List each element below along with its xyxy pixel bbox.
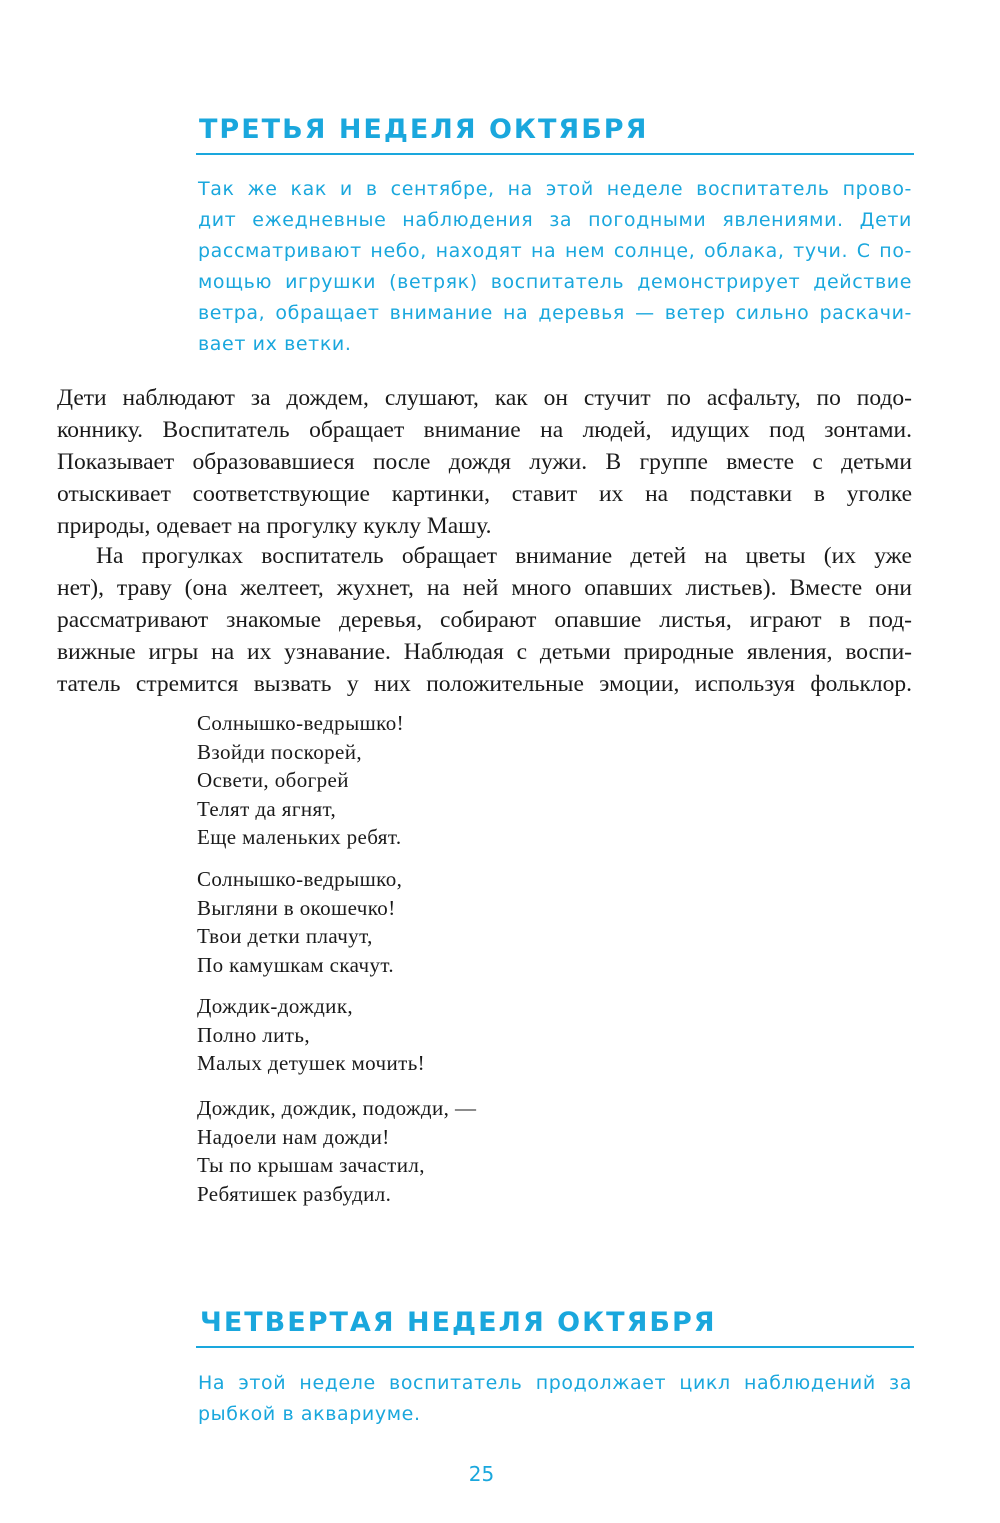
- section-heading-fourth-week: ЧЕТВЕРТАЯ НЕДЕЛЯ ОКТЯБРЯ: [200, 1307, 717, 1338]
- poem-line: Выгляни в окошечко!: [197, 895, 396, 920]
- poem-line: Надоели нам дожди!: [197, 1124, 390, 1149]
- heading-rule: [196, 153, 914, 155]
- intro-line: дит ежедневные наблюдения за погодными явлениями. Дети: [198, 209, 912, 231]
- poem-line: Взойди поскорей,: [197, 739, 363, 764]
- paragraph-line: Дети наблюдают за дождем, слушают, как он стучит по асфальту, по подо-: [57, 385, 912, 411]
- poem-line: Малых детушек мочить!: [197, 1051, 426, 1075]
- section-intro-fourth-week: [198, 1368, 912, 1430]
- section-intro-third-week: [198, 174, 912, 360]
- poem-line: По камушкам скачут.: [197, 952, 395, 977]
- intro-line: мощью игрушки (ветряк) воспитатель демонстрирует действие: [198, 271, 912, 293]
- intro-line: На этой неделе воспитатель продолжает цикл наблюдений за: [198, 1372, 912, 1394]
- paragraph-line: татель стремится вызвать у них положительные эмоции, используя фольклор.: [57, 671, 912, 697]
- body-paragraph-1: [57, 382, 912, 542]
- poem-line: Дождик-дождик,: [197, 994, 354, 1018]
- paragraph-line: вижные игры на их узнавание. Наблюдая с детьми природные явления, воспи-: [57, 639, 912, 665]
- poem-line: Солнышко-ведрышко,: [197, 867, 403, 891]
- page-number: 25: [468, 1462, 495, 1486]
- poem-stanza-2: [197, 865, 402, 979]
- paragraph-line: природы, одевает на прогулку куклу Машу.: [57, 513, 492, 539]
- poem-line: Ребятишек разбудил.: [197, 1181, 392, 1206]
- poem-line: Освети, обогрей: [197, 768, 349, 792]
- intro-line: рассматривают небо, находят на нем солнце, облака, тучи. С по-: [198, 240, 912, 262]
- paragraph-line: коннику. Воспитатель обращает внимание на людей, идущих под зонтами.: [57, 417, 912, 443]
- paragraph-line: отыскивает соответствующие картинки, ставит их на подставки в уголке: [57, 481, 912, 507]
- poem-stanza-4: [197, 1094, 476, 1208]
- heading-rule: [196, 1346, 914, 1348]
- paragraph-line: рассматривают знакомые деревья, собирают опавшие листья, играют в под-: [57, 607, 912, 633]
- poem-line: Твои детки плачут,: [197, 924, 373, 948]
- paragraph-line: На прогулках воспитатель обращает внимание детей на цветы (их уже: [96, 543, 912, 569]
- intro-line: Так же как и в сентябре, на этой неделе воспитатель прово-: [198, 178, 912, 200]
- intro-line: вает их ветки.: [198, 333, 352, 355]
- intro-line: рыбкой в аквариуме.: [198, 1403, 421, 1425]
- poem-line: Солнышко-ведрышко!: [197, 711, 404, 735]
- paragraph-line: нет), траву (она желтеет, жухнет, на ней много опавших листьев). Вместе они: [57, 575, 912, 601]
- poem-line: Телят да ягнят,: [197, 796, 337, 821]
- poem-line: Дождик, дождик, подожди, —: [197, 1096, 477, 1120]
- poem-line: Полно лить,: [197, 1022, 310, 1047]
- poem-stanza-1: [197, 709, 404, 852]
- poem-line: Еще маленьких ребят.: [197, 825, 402, 849]
- paragraph-line: Показывает образовавшиеся после дождя лужи. В группе вместе с детьми: [57, 449, 912, 475]
- body-paragraph-2: [57, 540, 912, 700]
- section-heading-third-week: ТРЕТЬЯ НЕДЕЛЯ ОКТЯБРЯ: [199, 114, 649, 145]
- intro-line: ветра, обращает внимание на деревья — ветер сильно раскачи-: [198, 302, 912, 324]
- poem-stanza-3: [197, 992, 425, 1078]
- poem-line: Ты по крышам зачастил,: [197, 1153, 425, 1177]
